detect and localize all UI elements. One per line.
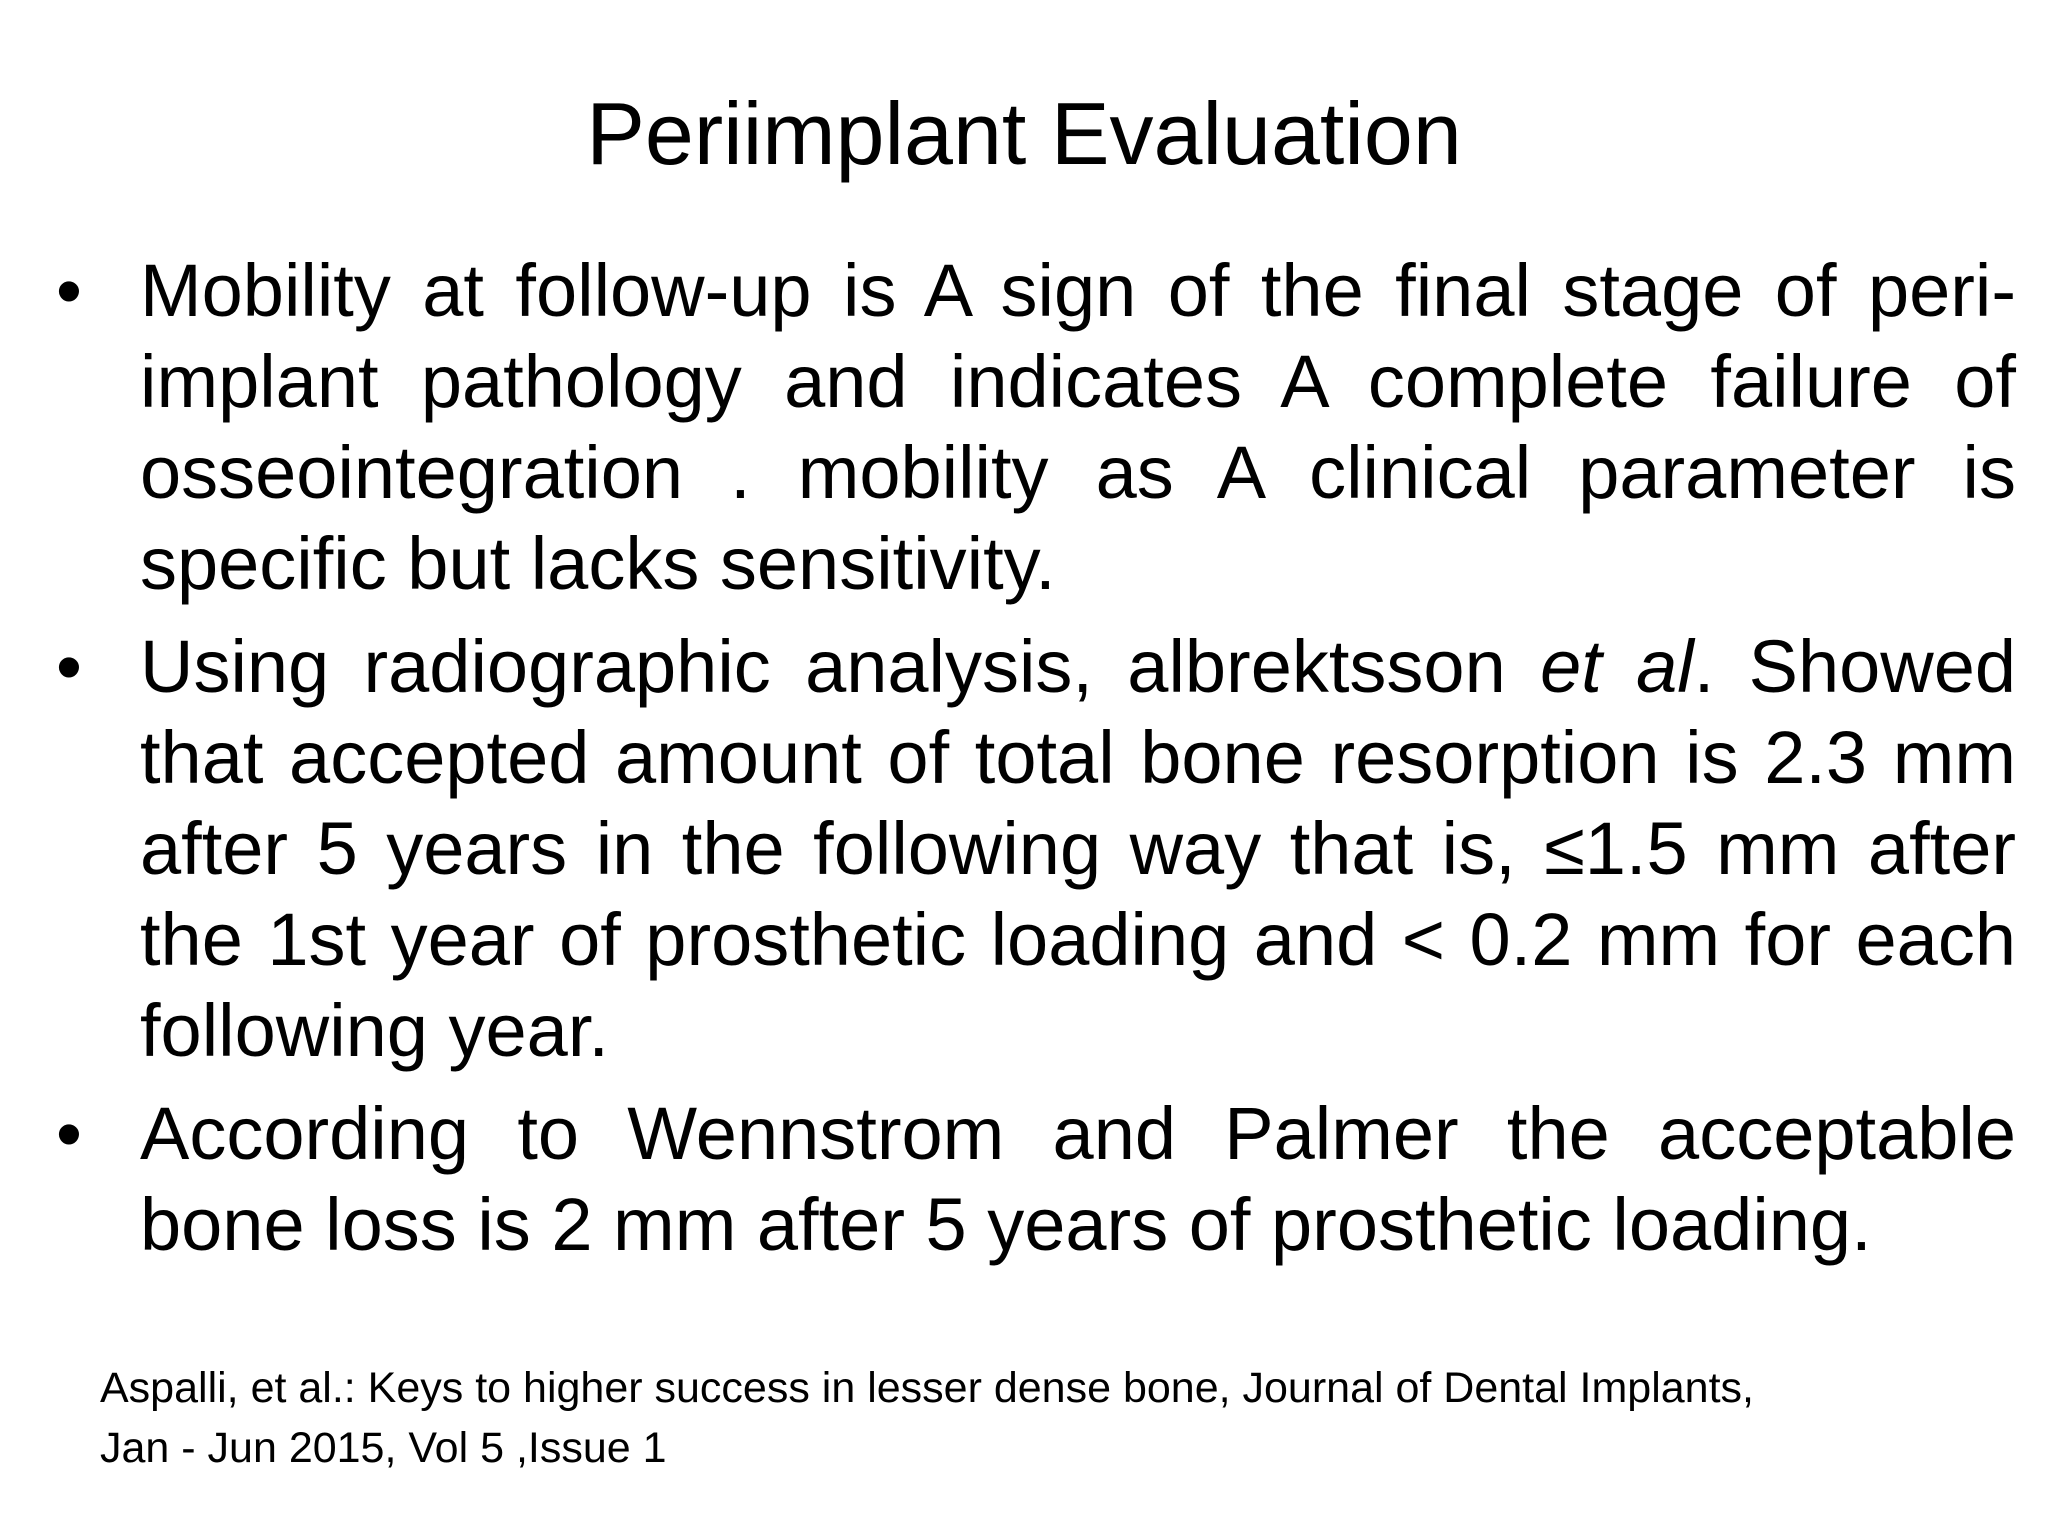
bullet-text-mobility: Mobility at follow-up is A sign of the final stage of peri-implant pathology and indicates A complete failure of osseointegration . mobility as A clinical parameter is specific but lacks sensitivity. (140, 249, 2016, 605)
citation-line-1: Aspalli, et al.: Keys to higher success in lesser dense bone, Journal of Dental Implants, (100, 1364, 1754, 1412)
bullet-text-radiographic-part2: . Showed that accepted amount of total bone resorption is 2.3 mm after 5 years in the following way that is, ≤1.5 mm after the 1st year of prosthetic loading and < 0.2 mm for each following year. (140, 625, 2017, 1072)
bullet-mark: • (56, 249, 82, 332)
citation-line-2: Jan - Jun 2015, Vol 5 ,Issue 1 (100, 1424, 667, 1472)
bullet-item-mobility (56, 245, 2016, 609)
bullet-item-radiographic (56, 621, 2016, 1076)
bullet-mark: • (56, 625, 82, 708)
slide-title: Periimplant Evaluation (586, 84, 1462, 183)
bullet-list (56, 245, 2016, 1282)
bullet-text-wennstrom: According to Wennstrom and Palmer the acceptable bone loss is 2 mm after 5 years of prosthetic loading. (140, 1092, 2016, 1266)
bullet-item-wennstrom (56, 1088, 2016, 1270)
bullet-mark: • (56, 1092, 82, 1175)
bullet-text-radiographic (140, 621, 2016, 1076)
bullet-text-radiographic-italic: et al (1540, 625, 1694, 708)
citation (100, 1358, 1980, 1478)
bullet-text-radiographic-part1: Using radiographic analysis, albrektsson (140, 625, 1541, 708)
